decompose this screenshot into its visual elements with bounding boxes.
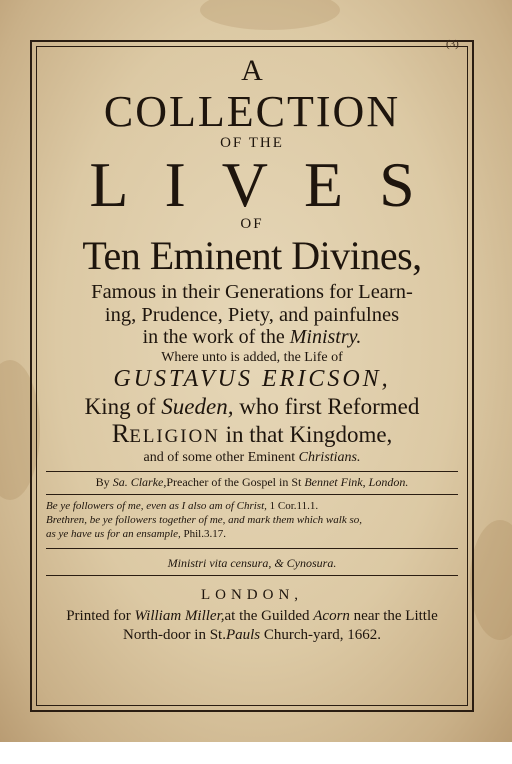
subtitle-famous: Famous in their Generations for Learn- [91, 281, 413, 303]
quote-line [46, 527, 458, 541]
by-mid: Preacher of the Gospel in St [166, 474, 302, 489]
quote-3-ref: Phil.3.17. [183, 528, 226, 541]
printed-post: near the Little [353, 607, 438, 624]
quote-1-ref: 1 Cor.11.1. [269, 499, 319, 512]
subtitle-ministry-text: in the work of the [142, 326, 285, 348]
subtitle-other-christians [38, 451, 466, 465]
by-london: London. [368, 474, 409, 489]
religion-initial: R [111, 418, 130, 448]
title-ten-eminent-divines: Ten Eminent Divines, [82, 233, 422, 278]
title-block [38, 48, 466, 643]
printed-pre: Printed for [66, 607, 131, 624]
quote-line [46, 513, 458, 527]
religion-post: in that Kingdome, [225, 422, 393, 447]
imprint-printer [38, 609, 466, 624]
king-post: who first Reformed [239, 394, 420, 419]
quote-line [46, 499, 458, 513]
other-pre: and of some other Eminent [143, 449, 296, 465]
north-pauls: Pauls [225, 626, 261, 643]
imprint-city: LONDON, [200, 586, 304, 603]
printed-acorn: Acorn [313, 607, 350, 624]
title-lives: LIVES [89, 149, 451, 220]
divider-rule [46, 494, 458, 495]
by-comma: , [362, 474, 366, 489]
subtitle-ministry [38, 327, 466, 347]
religion-rest: ELIGION [129, 426, 220, 447]
divider-rule [46, 575, 458, 576]
subtitle-religion [38, 420, 466, 447]
other-christians: Christians. [298, 449, 361, 465]
north-pre: North-door in St. [123, 626, 226, 643]
title-of: OF [240, 216, 264, 232]
subtitle-ministry-word: Ministry. [289, 326, 362, 348]
printed-mid: at the Guilded [224, 607, 310, 624]
king-pre: King of [84, 394, 156, 419]
printed-name: William Miller, [134, 607, 225, 624]
divider-rule [46, 548, 458, 549]
folio-mark: (3) [446, 38, 459, 50]
scripture-quote [46, 499, 458, 542]
imprint-year: 1662. [347, 626, 381, 643]
title-of-the: OF THE [220, 135, 284, 151]
subtitle-prudence: ing, Prudence, Piety, and painfulnes [104, 303, 400, 326]
motto: Ministri vita censura, & Cynosura. [167, 555, 337, 570]
by-author: Sa. Clarke, [112, 474, 167, 489]
subtitle-gustavus: GUSTAVUS ERICSON, [113, 366, 391, 392]
author-line [38, 476, 466, 488]
subtitle-king [38, 395, 466, 418]
by-church: Bennet Fink [304, 474, 363, 489]
divider-rule [46, 471, 458, 472]
king-sueden: Sueden, [161, 394, 234, 419]
title-a: A [241, 54, 263, 87]
paper-stain [470, 520, 512, 640]
by-pre: By [95, 474, 110, 489]
quote-3: as ye have us for an ensample, [46, 528, 181, 541]
paper-stain [200, 0, 340, 30]
quote-1: Be ye followers of me, even as I also am of Christ, [46, 499, 267, 512]
quote-2: Brethren, be ye followers together of me, and mark them which walk so, [46, 514, 362, 527]
subtitle-whereunto: Where unto is added, the Life of [161, 350, 343, 365]
imprint-address [38, 628, 466, 643]
title-collection: COLLECTION [103, 87, 401, 136]
north-post: Church-yard, [263, 626, 344, 643]
